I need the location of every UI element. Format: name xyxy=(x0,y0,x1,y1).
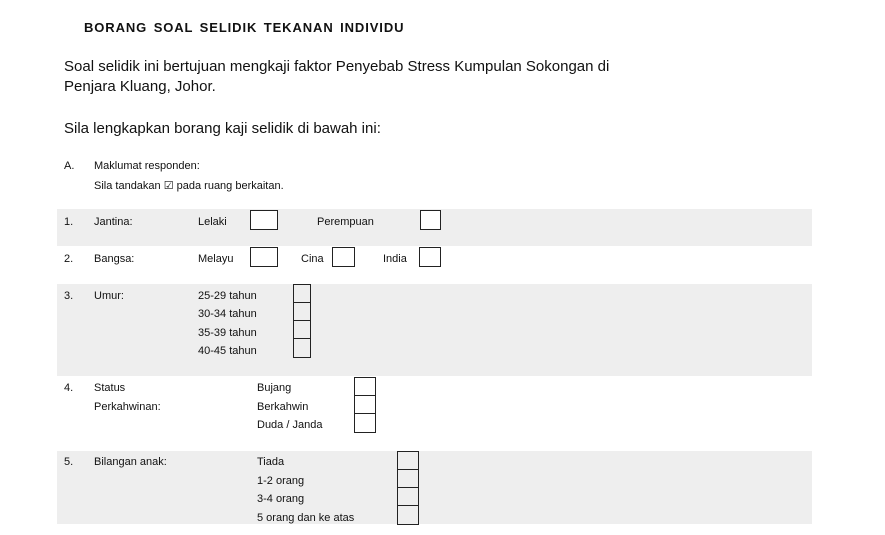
checkbox-bujang[interactable] xyxy=(355,378,375,396)
checkbox-5-orang-ke-atas[interactable] xyxy=(398,506,418,524)
checkbox-berkahwin[interactable] xyxy=(355,396,375,414)
question-number-1: 1. xyxy=(64,216,74,228)
question-number-3: 3. xyxy=(64,290,74,302)
option-label-5-orang-ke-atas: 5 orang dan ke atas xyxy=(257,512,355,524)
question-label-perkahwinan: Perkahwinan: xyxy=(94,401,161,413)
question-number-2: 2. xyxy=(64,253,74,265)
section-note: Sila tandakan ☑ pada ruang berkaitan. xyxy=(94,180,284,192)
checkbox-age-35-39[interactable] xyxy=(294,321,310,339)
option-label-3-4-orang: 3-4 orang xyxy=(257,493,305,505)
checkbox-age-30-34[interactable] xyxy=(294,303,310,321)
option-label-melayu: Melayu xyxy=(198,253,234,265)
question-label-jantina: Jantina: xyxy=(94,216,133,228)
option-label-cina: Cina xyxy=(301,253,324,265)
option-label-tiada: Tiada xyxy=(257,456,285,468)
question-label-bangsa: Bangsa: xyxy=(94,253,135,265)
option-label-age-30-34: 30-34 tahun xyxy=(198,308,257,320)
checkbox-india[interactable] xyxy=(419,247,441,267)
checkbox-duda-janda[interactable] xyxy=(355,414,375,432)
checkbox-group-bilangan-anak xyxy=(397,451,419,525)
section-letter: A. xyxy=(64,160,75,172)
checkbox-group-umur xyxy=(293,284,311,358)
checkbox-3-4-orang[interactable] xyxy=(398,488,418,506)
option-label-lelaki: Lelaki xyxy=(198,216,227,228)
question-label-bilangan-anak: Bilangan anak: xyxy=(94,456,167,468)
checkbox-melayu[interactable] xyxy=(250,247,278,267)
option-label-india: India xyxy=(383,253,407,265)
option-label-age-25-29: 25-29 tahun xyxy=(198,290,257,302)
row-band-umur xyxy=(57,284,812,376)
checkbox-1-2-orang[interactable] xyxy=(398,470,418,488)
checkbox-perempuan[interactable] xyxy=(420,210,441,230)
intro-line-1: Soal selidik ini bertujuan mengkaji faktor Penyebab Stress Kumpulan Sokongan di xyxy=(64,58,610,75)
question-number-4: 4. xyxy=(64,382,74,394)
instruction-text: Sila lengkapkan borang kaji selidik di bawah ini: xyxy=(64,120,381,137)
form-title: BORANG SOAL SELIDIK TEKANAN INDIVIDU xyxy=(84,20,405,35)
option-label-age-35-39: 35-39 tahun xyxy=(198,327,257,339)
question-label-status: Status xyxy=(94,382,126,394)
option-label-duda-janda: Duda / Janda xyxy=(257,419,323,431)
question-number-5: 5. xyxy=(64,456,74,468)
checkbox-lelaki[interactable] xyxy=(250,210,278,230)
row-band-bilangan-anak xyxy=(57,451,812,524)
option-label-berkahwin: Berkahwin xyxy=(257,401,309,413)
option-label-age-40-45: 40-45 tahun xyxy=(198,345,257,357)
question-label-umur: Umur: xyxy=(94,290,124,302)
option-label-perempuan: Perempuan xyxy=(317,216,374,228)
option-label-bujang: Bujang xyxy=(257,382,292,394)
intro-line-2: Penjara Kluang, Johor. xyxy=(64,78,216,95)
checkbox-tiada[interactable] xyxy=(398,452,418,470)
checkbox-group-status xyxy=(354,377,376,433)
checkbox-cina[interactable] xyxy=(332,247,355,267)
section-heading: Maklumat responden: xyxy=(94,160,200,172)
option-label-1-2-orang: 1-2 orang xyxy=(257,475,305,487)
checkbox-age-40-45[interactable] xyxy=(294,339,310,357)
checkbox-age-25-29[interactable] xyxy=(294,285,310,303)
